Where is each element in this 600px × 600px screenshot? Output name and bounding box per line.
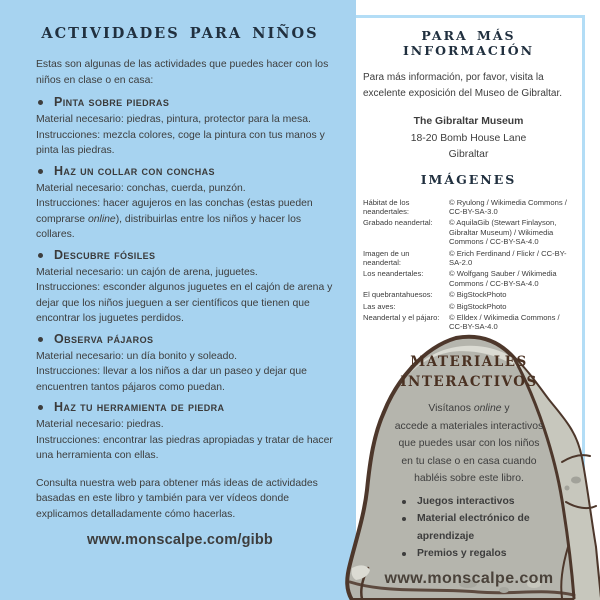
credit-text: © Erich Ferdinand / Flickr / CC-BY-SA-2.0 (449, 248, 567, 267)
website-link-gibb[interactable]: www.monscalpe.com/gibb (87, 532, 273, 548)
credit-text: © Ryulong / Wikimedia Commons / CC-BY-SA-3.0 (449, 197, 567, 216)
image-credit-row (363, 249, 574, 268)
activity-details (36, 349, 340, 396)
bullet-icon (38, 169, 43, 174)
image-credit-row (363, 269, 574, 288)
images-title: IMÁGENES (420, 171, 517, 187)
website-link-main[interactable]: www.monscalpe.com (384, 569, 554, 587)
museum-address-line2: Gibraltar (448, 149, 489, 160)
info-body: Para más información, por favor, visita la excelente exposición del Museo de Gibraltar. (363, 72, 563, 99)
bullet-icon (38, 405, 43, 410)
credit-text: © Wolfgang Sauber / Wikimedia Commons / CC-BY-SA-4.0 (449, 269, 557, 288)
rock-title-line2: INTERACTIVOS (400, 374, 538, 390)
activity-details (36, 417, 340, 464)
activity-item (36, 249, 340, 327)
activities-outro: Consulta nuestra web para obtener más ideas de actividades basadas en este libro y también para ver vídeos donde explicamos detalladamente cómo hacerlas. (36, 477, 318, 520)
activity-header (38, 249, 340, 262)
activity-details (36, 181, 340, 243)
museum-address-block (363, 114, 574, 164)
activity-title: Haz tu herramienta de piedra (54, 400, 225, 414)
rock-content (338, 332, 600, 600)
activity-item (36, 165, 340, 243)
activity-title: Haz un collar con conchas (54, 163, 215, 178)
credit-label: Hábitat de los neandertales: (363, 197, 410, 216)
activity-material: Material necesario: un cajón de arena, juguetes. (36, 266, 258, 278)
activity-material: Material necesario: conchas, cuerda, punzón. (36, 182, 246, 194)
rock-bullet-label: Material electrónico de aprendizaje (417, 513, 530, 542)
bullet-icon (402, 552, 406, 556)
credit-label: Neandertal y el pájaro: (363, 312, 440, 322)
rock-body-line: habléis sobre este libro. (414, 473, 524, 484)
credit-label: Las aves: (363, 301, 396, 311)
activity-header (38, 333, 340, 346)
rock-body-line: Visítanos online y (428, 403, 510, 414)
activity-instructions: Instrucciones: esconder algunos juguetes en el cajón de arena y dejar que los niños jueguen a ser científicos que tienen que encontrar los juguetes perdidos. (36, 282, 333, 324)
credit-text: © AquilaGib (Stewart Finlayson, Gibraltar Museum) / Wikimedia Commons / CC-BY-SA-4.0 (449, 218, 557, 247)
image-credits-list (363, 198, 574, 332)
activity-title: Observa pájaros (54, 331, 154, 346)
activity-header (38, 165, 340, 178)
rock-graphic (338, 332, 600, 600)
activity-material: Material necesario: piedras. (36, 419, 164, 430)
rock-body-line: en tu clase o en casa cuando (401, 455, 537, 467)
rock-title (338, 352, 600, 392)
activity-details (36, 265, 340, 327)
activity-material: Material necesario: piedras, pintura, protector para la mesa. (36, 114, 311, 125)
credit-label: Los neandertales: (363, 269, 424, 279)
activity-instructions: Instrucciones: mezcla colores, coge la pintura con tus manos y pinta las piedras. (36, 129, 325, 156)
rock-body-line: accede a materiales interactivos (394, 420, 544, 432)
credit-text: © BigStockPhoto (449, 290, 507, 300)
credit-label: Grabado neandertal: (363, 218, 433, 228)
rock-body-text (338, 400, 600, 488)
activity-header (38, 401, 340, 414)
bullet-icon (402, 517, 406, 521)
activity-item (36, 96, 340, 159)
rock-bullet-item (402, 510, 567, 545)
rock-title-line1: MATERIALES (410, 354, 528, 370)
bullet-icon (402, 500, 406, 504)
info-title: PARA MÁS INFORMACIÓN (402, 28, 535, 58)
activity-title: Descubre fósiles (54, 247, 156, 262)
activity-header (38, 96, 340, 109)
museum-address-line1: 18-20 Bomb House Lane (410, 132, 527, 144)
activities-intro: Estas son algunas de las actividades que puedes hacer con los niños en clase o en casa: (36, 59, 329, 86)
credit-label: Imagen de un neandertal: (363, 248, 410, 267)
activity-instructions: Instrucciones: llevar a los niños a dar un paseo y dejar que encuentren tantos pájaros como puedan. (36, 366, 307, 393)
rock-bullet-label: Premios y regalos (417, 548, 507, 559)
image-credit-row (363, 218, 574, 246)
bullet-icon (38, 100, 43, 105)
activities-title: ACTIVIDADES PARA NIÑOS (41, 25, 319, 42)
activity-instructions: Instrucciones: hacer agujeros en las conchas (estas pueden comprarse online), distribuirlas entre los niños y hacer los collares. (36, 198, 313, 240)
rock-bullet-item (402, 545, 567, 563)
museum-name: The Gibraltar Museum (413, 116, 524, 127)
credit-label: El quebrantahuesos: (363, 290, 433, 300)
activity-details (36, 112, 340, 159)
activity-instructions: Instrucciones: encontrar las piedras apropiadas y tratar de hacer una herramienta con ellas. (36, 434, 333, 461)
image-credit-row (363, 313, 574, 332)
activity-item (36, 333, 340, 396)
bullet-icon (38, 337, 43, 342)
rock-bullet-label: Juegos interactivos (417, 495, 515, 507)
credit-text: © Elldex / Wikimedia Commons / CC-BY-SA-4.0 (449, 312, 560, 332)
activity-material: Material necesario: un día bonito y soleado. (36, 350, 238, 362)
image-credit-row (363, 290, 574, 299)
rock-body-line: que puedes usar con los niños (398, 438, 540, 449)
bullet-icon (38, 253, 43, 258)
activity-item (36, 401, 340, 464)
image-credit-row (363, 198, 574, 217)
activity-title: Pinta sobre piedras (54, 95, 170, 109)
activities-list (36, 96, 340, 464)
rock-bullet-list (402, 493, 567, 563)
image-credit-row (363, 302, 574, 311)
rock-bullet-item (402, 493, 567, 511)
credit-text: © BigStockPhoto (449, 301, 507, 311)
